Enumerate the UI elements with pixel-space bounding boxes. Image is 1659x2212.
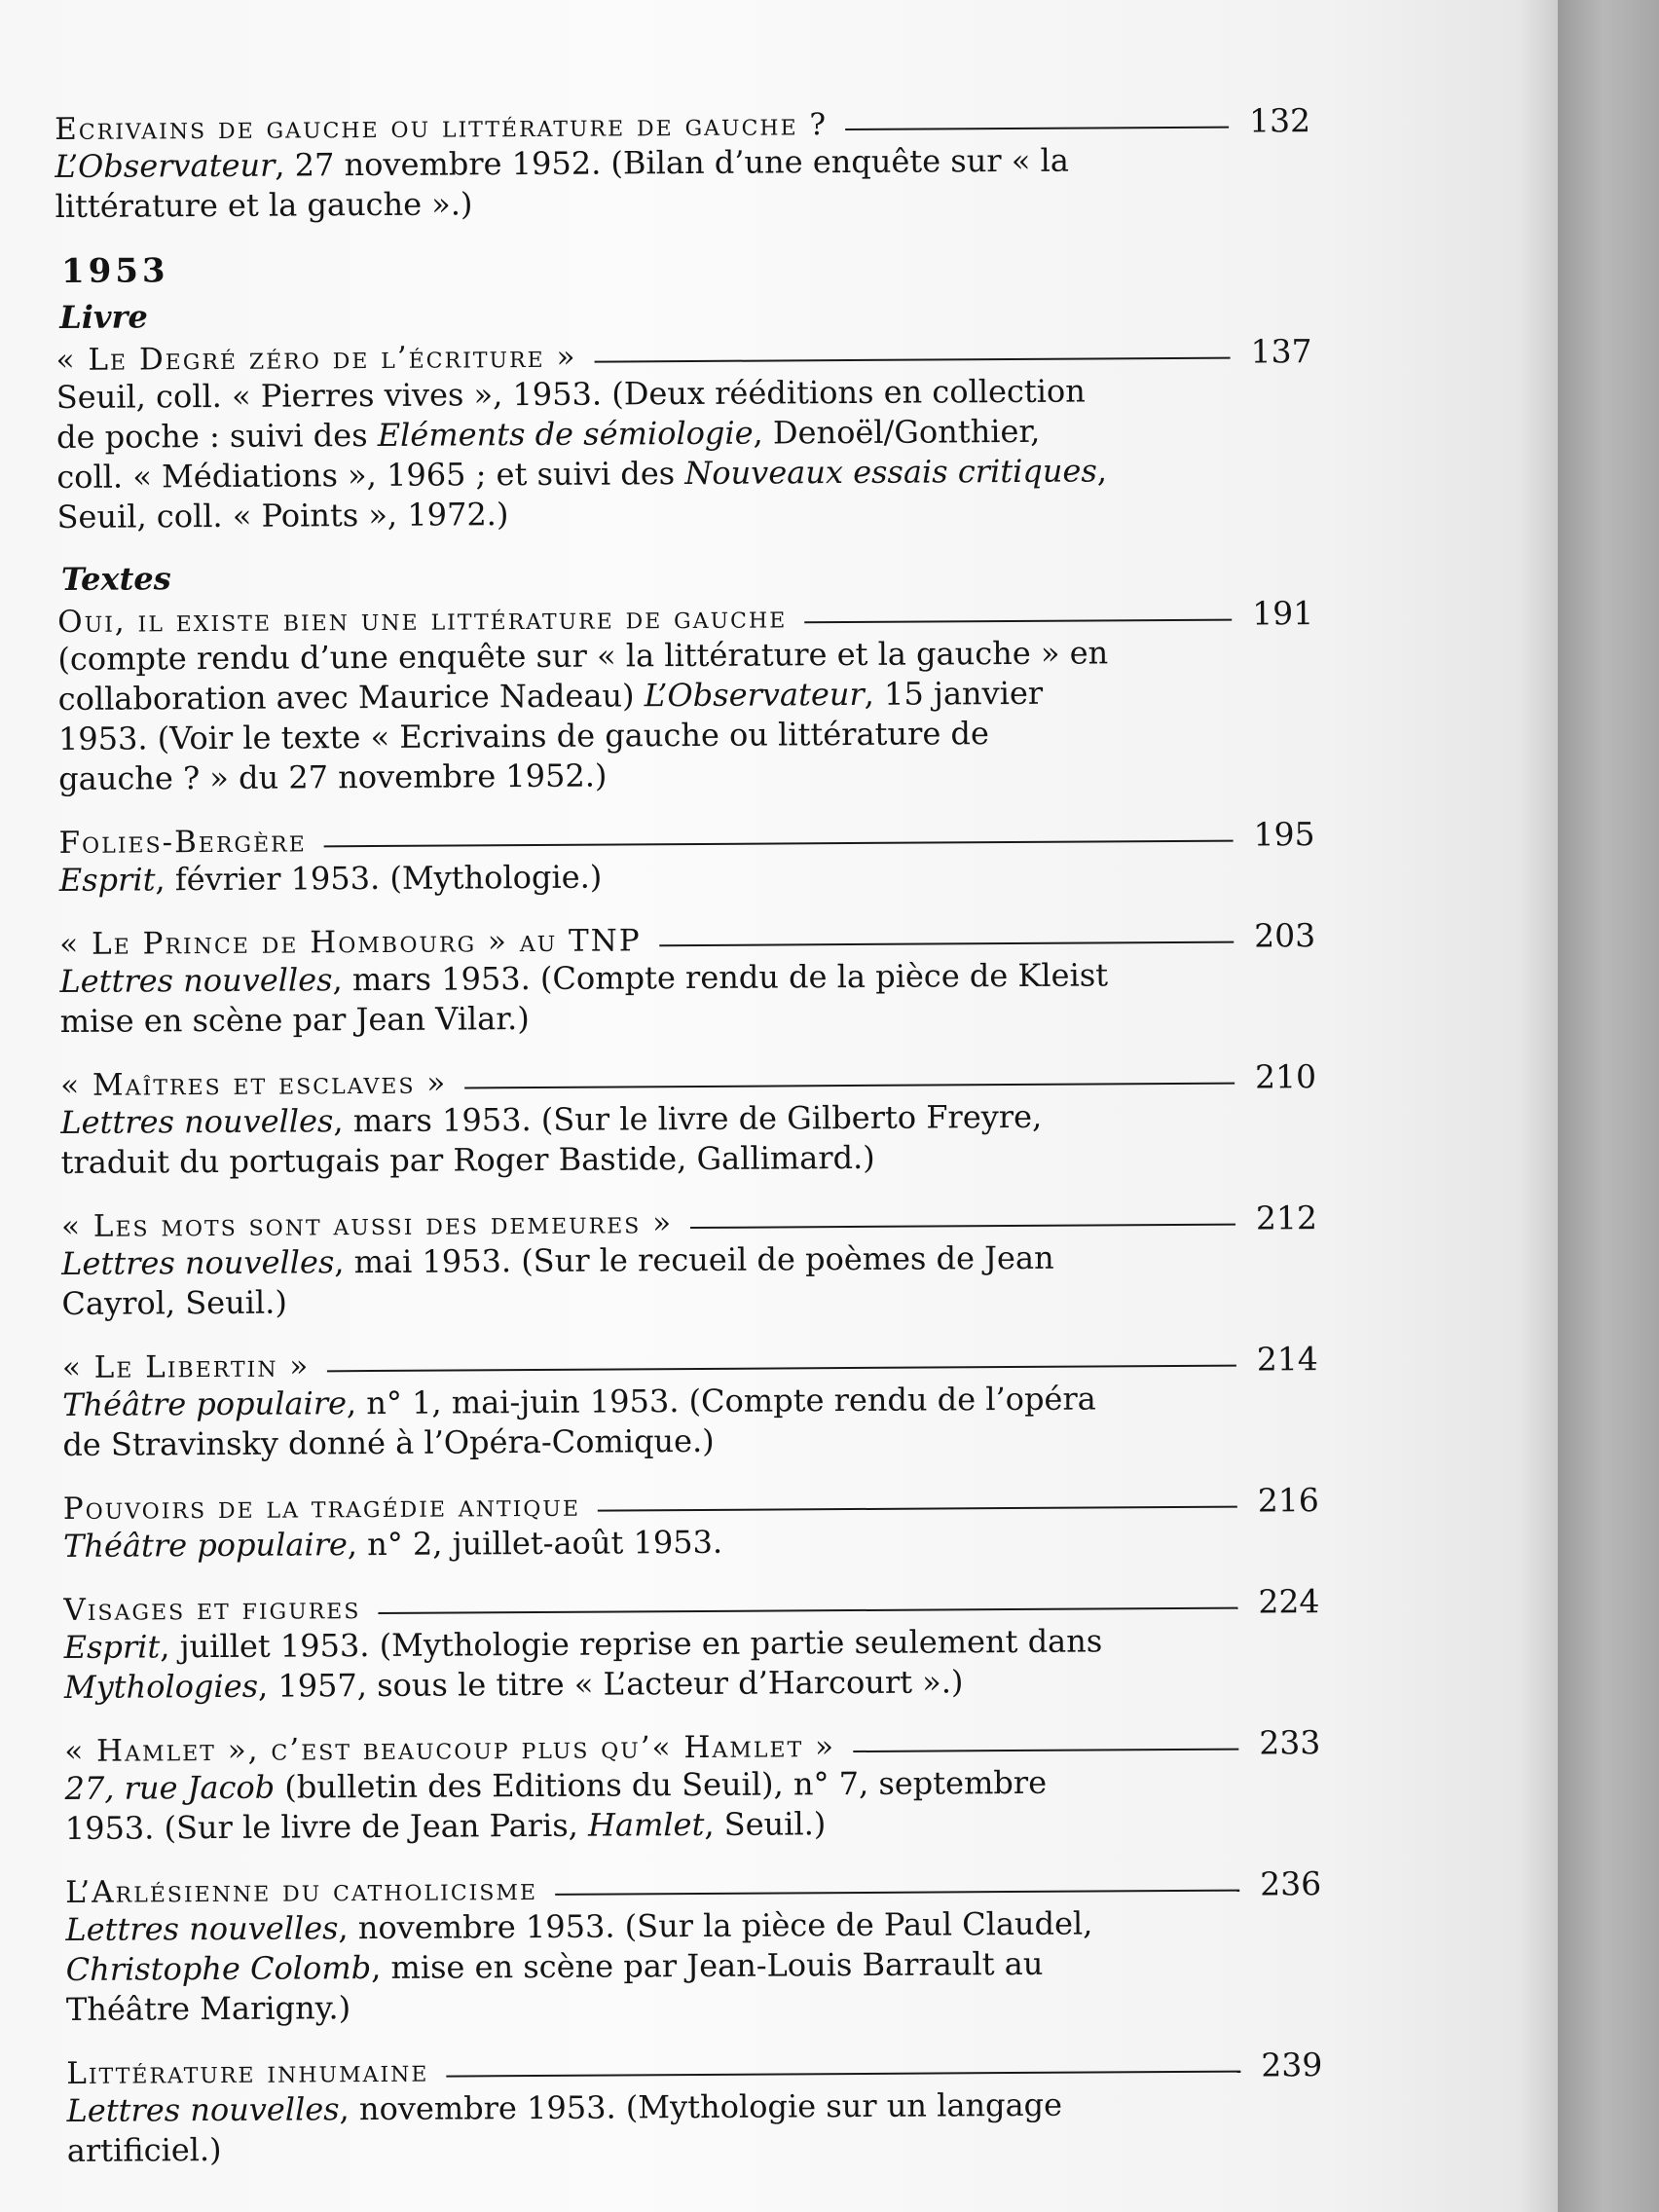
section-heading-textes: Textes [60, 560, 171, 598]
entry-description [55, 140, 1106, 227]
book-gutter [1558, 0, 1659, 2212]
entry-title: Pouvoirs de la tragédie antique [62, 1488, 581, 1527]
entry-description-text: , mise en scène par Jean-Louis Barrault au Théâtre Marigny.) [65, 1944, 1044, 2028]
dot-leader-line [446, 2071, 1240, 2078]
entry-title-row [55, 332, 1311, 378]
dot-leader-line [598, 1506, 1237, 1512]
entry-description [59, 854, 1111, 901]
entry-description [66, 2084, 1118, 2171]
entry-description [61, 1237, 1113, 1324]
entry-description-text: (compte rendu d’une enquête sur « la littérature et la gauche » en collaboration avec Maurice Nadeau) [57, 634, 1109, 718]
entries-textes [57, 594, 1323, 2171]
entry-description-text: , mars 1953. (Sur le livre de Gilberto Freyre, traduit du portugais par Roger Bastide, Gallimard.) [60, 1097, 1043, 1181]
bibliography-entry [57, 594, 1314, 799]
entry-description-italic: Eléments de sémiologie [377, 414, 754, 454]
dot-leader-line [690, 1224, 1235, 1229]
entry-title: « Les mots sont aussi des demeures » [60, 1205, 674, 1244]
entry-page-number: 239 [1261, 2046, 1323, 2084]
entry-description-italic: Lettres nouvelles [60, 1102, 334, 1141]
bibliography-entry [62, 1340, 1319, 1465]
entry-description-italic: Théâtre populaire [62, 1526, 348, 1565]
entry-title-row [61, 1198, 1317, 1244]
entry-title-row [58, 815, 1314, 861]
dot-leader-line [327, 1365, 1236, 1373]
year-heading: 1953 [60, 251, 169, 291]
entry-description [64, 1762, 1116, 1849]
dot-leader-line [324, 840, 1234, 848]
entry-description-italic: Lettres nouvelles [65, 1909, 339, 1948]
entry-description-italic: Hamlet [587, 1805, 705, 1844]
entry-description-text: , novembre 1953. (Mythologie sur un langage artificiel.) [66, 2085, 1063, 2169]
entry-title: « Le Libertin » [61, 1348, 311, 1385]
dot-leader-line [464, 1083, 1235, 1089]
entry-description-text: , mars 1953. (Compte rendu de la pièce de Kleist mise en scène par Jean Vilar.) [59, 956, 1109, 1040]
bibliography-entry [64, 1723, 1321, 1849]
entry-description-italic: Lettres nouvelles [61, 1243, 335, 1282]
entry-description-text: , mai 1953. (Sur le recueil de poèmes de Jean Cayrol, Seuil.) [61, 1238, 1054, 1322]
entry-description-text: , 15 janvier 1953. (Voir le texte « Ecrivains de gauche ou littérature de gauche ? » du 27 novembre 1952.) [57, 674, 1044, 797]
entry-description-text: , Seuil, coll. « Points », 1972.) [56, 452, 1108, 535]
entry-description-text: , Seuil.) [704, 1805, 827, 1843]
entry-description [60, 1096, 1112, 1183]
entry-description-text: , Denoël/Gonthier, coll. « Médiations », 1965 ; et suivi des [56, 412, 1041, 496]
entry-description-text: , novembre 1953. (Sur la pièce de Paul Claudel, [338, 1904, 1093, 1947]
entry-description-italic: L’Observateur [55, 146, 276, 185]
bibliography-entry [58, 815, 1314, 901]
entry-description-text: , juillet 1953. (Mythologie reprise en partie seulement dans [160, 1622, 1103, 1666]
entry-page-number: 210 [1254, 1057, 1317, 1096]
page-shadow-edge [1519, 0, 1558, 2212]
entry-description-text: , 1957, sous le titre « L’acteur d’Harcourt ».) [257, 1663, 964, 1705]
entry-description-italic: Christophe Colomb [65, 1949, 372, 1988]
entry-description [65, 1903, 1118, 2030]
entry-title: « Maîtres et esclaves » [60, 1065, 448, 1103]
entry-page-number: 191 [1252, 594, 1314, 633]
dot-leader-line [845, 127, 1229, 130]
entry-title: « Hamlet », c’est beaucoup plus qu’« Hamlet » [64, 1729, 836, 1769]
entry-description-italic: Nouveaux essais critiques [684, 452, 1097, 493]
entry-description [59, 955, 1111, 1042]
entry-description-text: Seuil, coll. « Pierres vives », 1953. (Deux rééditions en collection de poche : suivi des [55, 372, 1086, 456]
entries-livre [55, 332, 1312, 537]
entry-title-row [59, 916, 1315, 962]
entry-title-row [55, 101, 1310, 147]
entry-title-row [66, 2046, 1322, 2091]
entry-page-number: 224 [1258, 1582, 1320, 1621]
entry-description-text: , n° 1, mai-juin 1953. (Compte rendu de l’opéra de Stravinsky donné à l’Opéra-Comique.) [62, 1380, 1096, 1463]
entry-page-number: 233 [1259, 1723, 1321, 1762]
entry-title-row [64, 1723, 1320, 1769]
entry-title: Visages et figures [63, 1591, 361, 1628]
entry-description-italic: Théâtre populaire [62, 1384, 348, 1423]
bibliography-list [55, 101, 1323, 2194]
entry-page-number: 195 [1253, 815, 1315, 854]
entry-title-row [60, 1057, 1316, 1103]
entry-title-row [57, 594, 1313, 640]
entry-page-number: 137 [1250, 332, 1312, 371]
entry-description [64, 1621, 1116, 1708]
dot-leader-line [555, 1890, 1239, 1896]
entry-description [62, 1379, 1114, 1465]
bibliography-entry [60, 1057, 1317, 1183]
bibliography-entry [63, 1481, 1319, 1567]
entries-top [55, 101, 1311, 227]
entry-title-row [65, 1864, 1321, 1910]
entry-description-italic: 27, rue Jacob [64, 1768, 276, 1807]
entry-title: « Le Prince de Hombourg » au TNP [59, 923, 642, 962]
entry-title: Oui, il existe bien une littérature de gauche [57, 600, 788, 640]
entry-page-number: 203 [1254, 916, 1316, 955]
entry-title: Ecrivains de gauche ou littérature de gauche ? [55, 107, 829, 147]
bibliography-entry [55, 101, 1311, 227]
entry-description-italic: Esprit [63, 1628, 161, 1666]
bibliography-entry [65, 1864, 1322, 2030]
dot-leader-line [378, 1607, 1237, 1614]
entry-description-italic: Lettres nouvelles [59, 961, 333, 1000]
entry-page-number: 132 [1248, 101, 1311, 140]
entry-page-number: 236 [1260, 1864, 1322, 1903]
entry-page-number: 214 [1256, 1340, 1318, 1379]
bibliography-entry [61, 1198, 1318, 1324]
dot-leader-line [595, 357, 1231, 363]
entry-description [63, 1520, 1115, 1567]
entry-description [57, 633, 1110, 799]
entry-title-row [62, 1340, 1318, 1385]
entry-title: Folies-Bergère [58, 824, 307, 861]
entry-title: L’Arlésienne du catholicisme [65, 1872, 538, 1910]
dot-leader-line [804, 619, 1232, 624]
entry-page-number: 212 [1255, 1198, 1318, 1237]
bibliography-entry [66, 2046, 1323, 2171]
entry-title-row [63, 1481, 1319, 1527]
dot-leader-line [659, 941, 1235, 947]
entry-description-text: , n° 2, juillet-août 1953. [347, 1523, 723, 1564]
entry-description-text: (bulletin des Editions du Seuil), n° 7, septembre 1953. (Sur le livre de Jean Paris, [64, 1763, 1048, 1847]
entry-title-row [63, 1582, 1319, 1628]
entry-description-italic: Mythologies [63, 1667, 259, 1706]
entry-description [56, 371, 1109, 537]
entry-page-number: 216 [1257, 1481, 1319, 1520]
bibliography-entry [59, 916, 1316, 1042]
entry-title: « Le Degré zéro de l’écriture » [55, 339, 577, 378]
entry-title: Littérature inhumaine [66, 2053, 429, 2091]
entry-description-italic: Esprit [58, 861, 156, 899]
section-heading-livre: Livre [59, 298, 148, 336]
bibliography-entry [63, 1582, 1320, 1708]
dot-leader-line [853, 1749, 1238, 1752]
entry-description-text: , 27 novembre 1952. (Bilan d’une enquête sur « la littérature et la gauche ».) [55, 141, 1070, 225]
entry-description-text: , février 1953. (Mythologie.) [155, 858, 603, 899]
entry-description-italic: L’Observateur [644, 675, 865, 715]
entry-description-italic: Lettres nouvelles [66, 2090, 340, 2129]
bibliography-entry [55, 332, 1312, 537]
